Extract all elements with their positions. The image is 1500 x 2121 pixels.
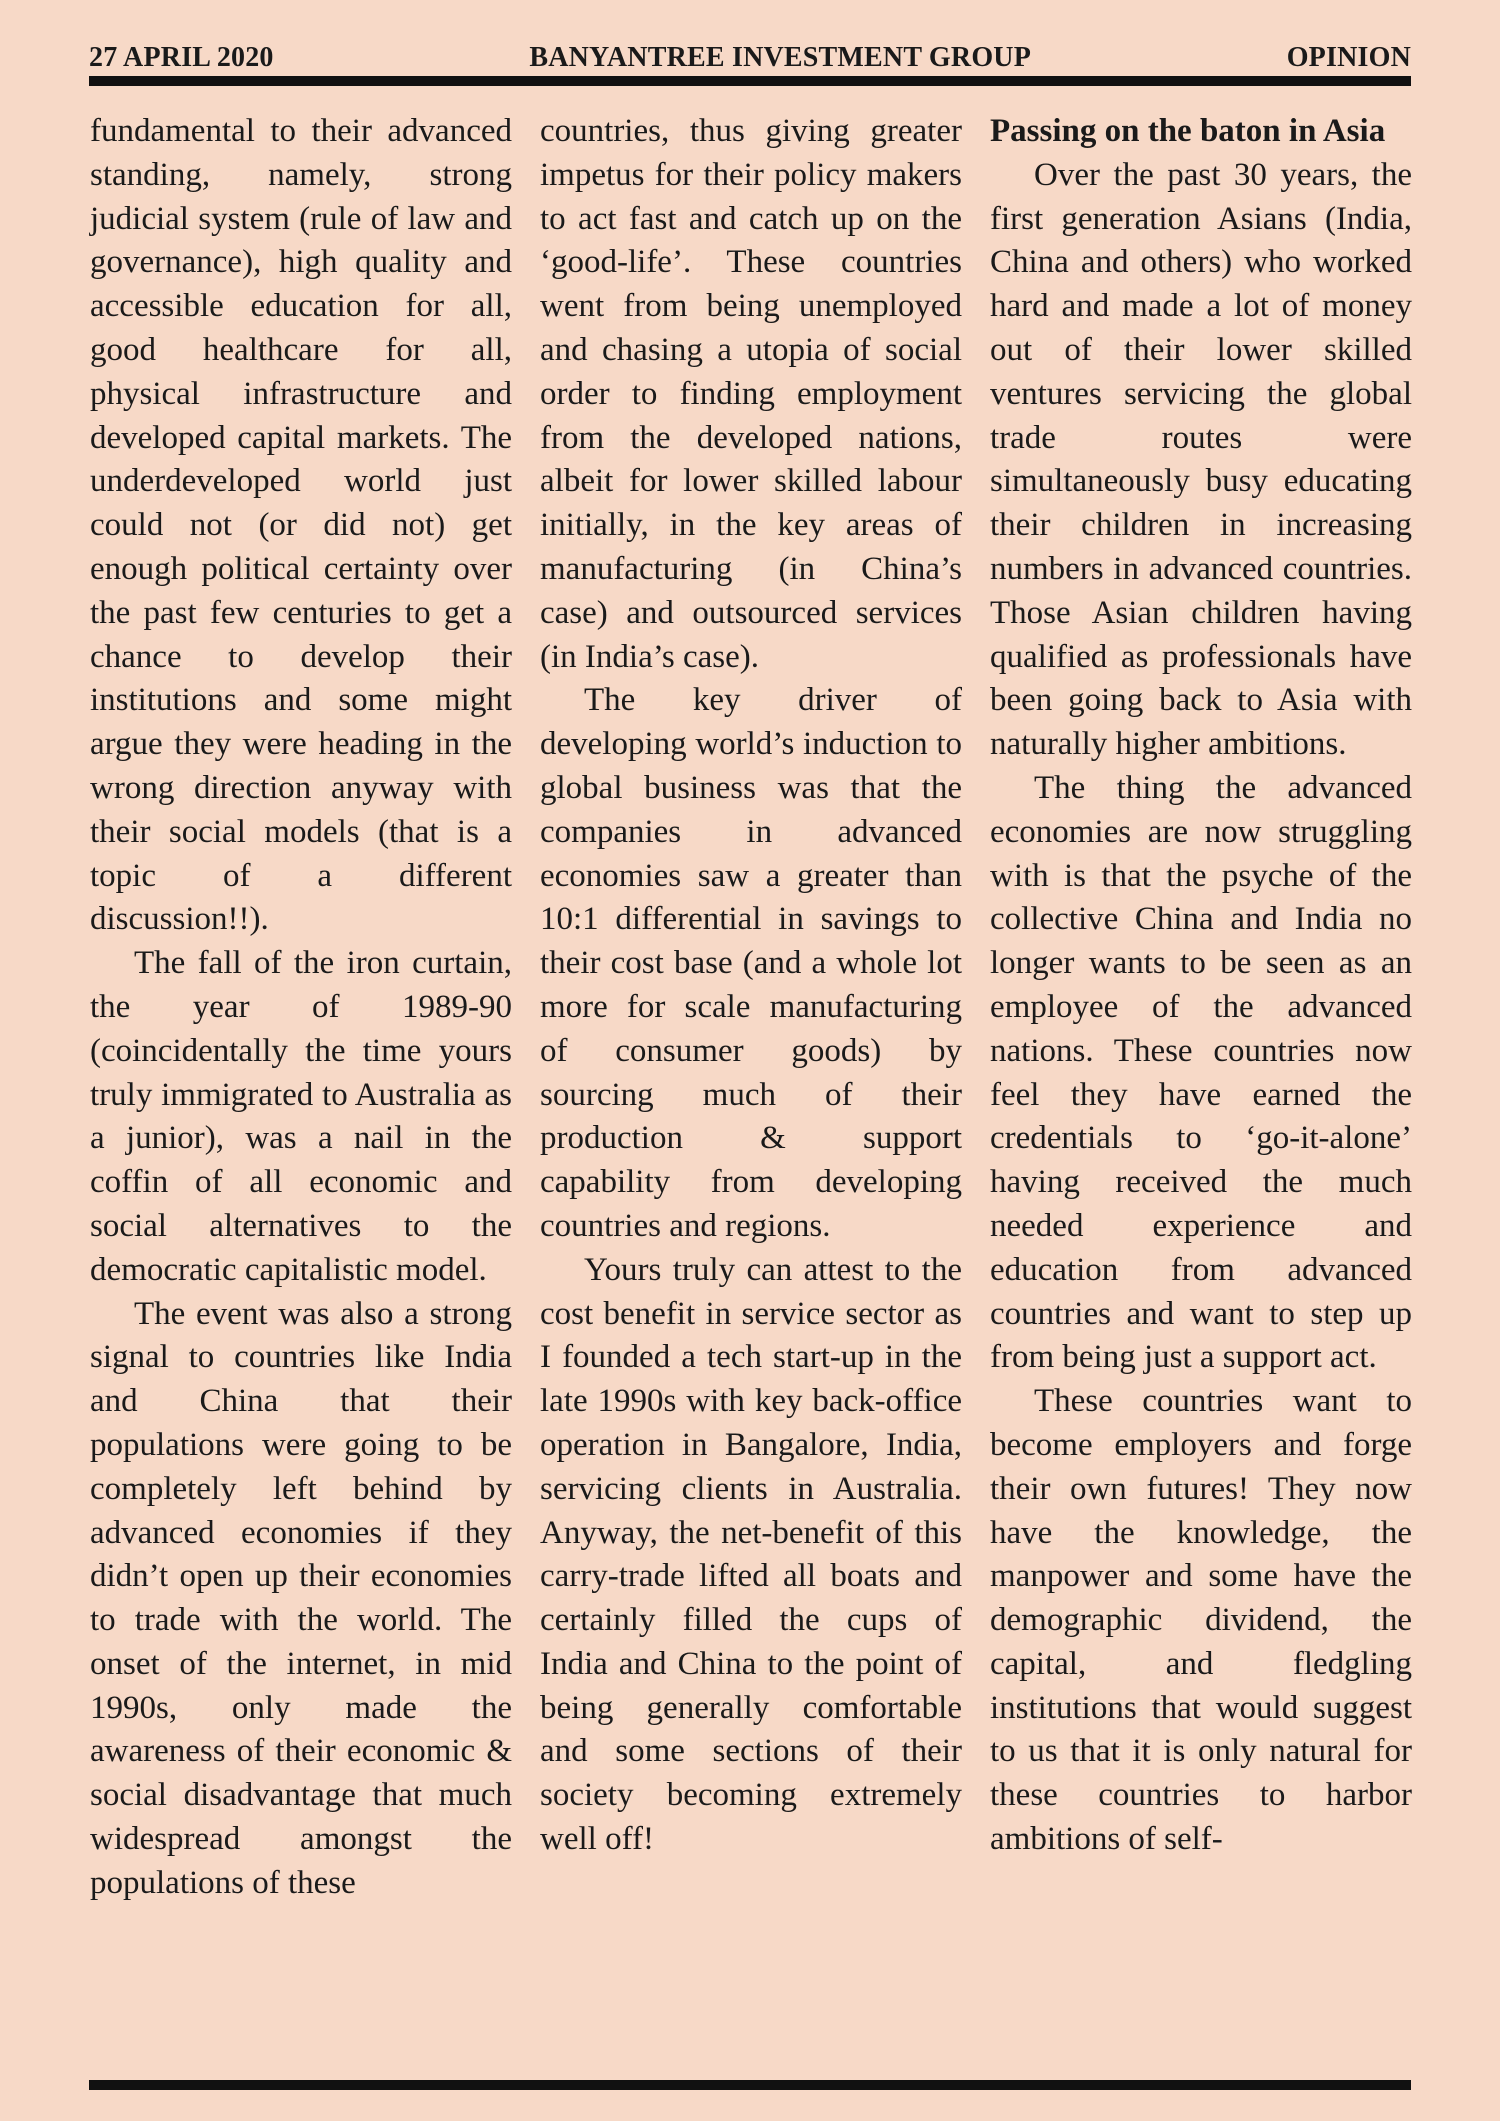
paragraph: The thing the advanced economies are now struggling with is that the psyche of the collective China and India no longer wants to be seen as an employee of the advanced nations. These countries now feel they have earned the credentials to ‘go-it-alone’ having received the much needed experience and education from advanced countries and want to step up from being just a support act. (990, 769, 1412, 1376)
footer-rule (89, 2080, 1411, 2090)
article-column-3 (990, 110, 1412, 1862)
issue-date: 27 APRIL 2020 (89, 42, 274, 73)
paragraph: The fall of the iron curtain, the year of 1989-90 (coincidentally the time yours truly immigrated to Australia as a junior), was a nail in the coffin of all economic and social alternatives to the democratic capitalistic model. (90, 945, 512, 1288)
article-column-1 (90, 110, 512, 1906)
paragraph: The key driver of developing world’s induction to global business was that the companies in advanced economies saw a greater than 10:1 differential in savings to their cost base (and a whole lot more for scale manufacturing of consumer goods) by sourcing much of their production & support capability from developing countries and regions. (540, 682, 962, 1244)
section-heading: Passing on the baton in Asia (990, 113, 1386, 149)
paragraph: Over the past 30 years, the first generation Asians (India, China and others) who worked hard and made a lot of money out of their lower skilled ventures servicing the global trade routes were simultaneously busy educating their children in increasing numbers in advanced countries. Those Asian children having qualified as professionals have been going back to Asia with naturally higher ambitions. (990, 156, 1412, 763)
header-rule (89, 76, 1411, 86)
publication-name: BANYANTREE INVESTMENT GROUP (529, 42, 1032, 73)
article-column-2 (540, 110, 962, 1862)
paragraph: countries, thus giving greater impetus for their policy makers to act fast and catch up on the ‘good-life’. These countries went from being unemployed and chasing a utopia of social order to finding employment from the developed nations, albeit for lower skilled labour initially, in the key areas of manufacturing (in China’s case) and outsourced services (in India’s case). (540, 113, 962, 675)
paragraph: These countries want to become employers and forge their own futures! They now have the knowledge, the manpower and some have the demographic dividend, the capital, and fledgling institutions that would suggest to us that it is only natural for these countries to harbor ambitions of self- (990, 1383, 1412, 1858)
page-header (89, 40, 1411, 74)
section-label: OPINION (1286, 42, 1411, 73)
paragraph: Yours truly can attest to the cost benefit in service sector as I founded a tech start-up in the late 1990s with key back-office operation in Bangalore, India, servicing clients in Australia. Anyway, the net-benefit of this carry-trade lifted all boats and certainly filled the cups of India and China to the point of being generally comfortable and some sections of their society becoming extremely well off! (540, 1251, 962, 1858)
paragraph: fundamental to their advanced standing, namely, strong judicial system (rule of law and governance), high quality and accessible education for all, good healthcare for all, physical infrastructure and developed capital markets. The underdeveloped world just could not (or did not) get enough political certainty over the past few centuries to get a chance to develop their institutions and some might argue they were heading in the wrong direction anyway with their social models (that is a topic of a different discussion!!). (90, 113, 512, 938)
paragraph: The event was also a strong signal to countries like India and China that their populations were going to be completely left behind by advanced economies if they didn’t open up their economies to trade with the world. The onset of the internet, in mid 1990s, only made the awareness of their economic & social disadvantage that much widespread amongst the populations of these (90, 1295, 512, 1901)
